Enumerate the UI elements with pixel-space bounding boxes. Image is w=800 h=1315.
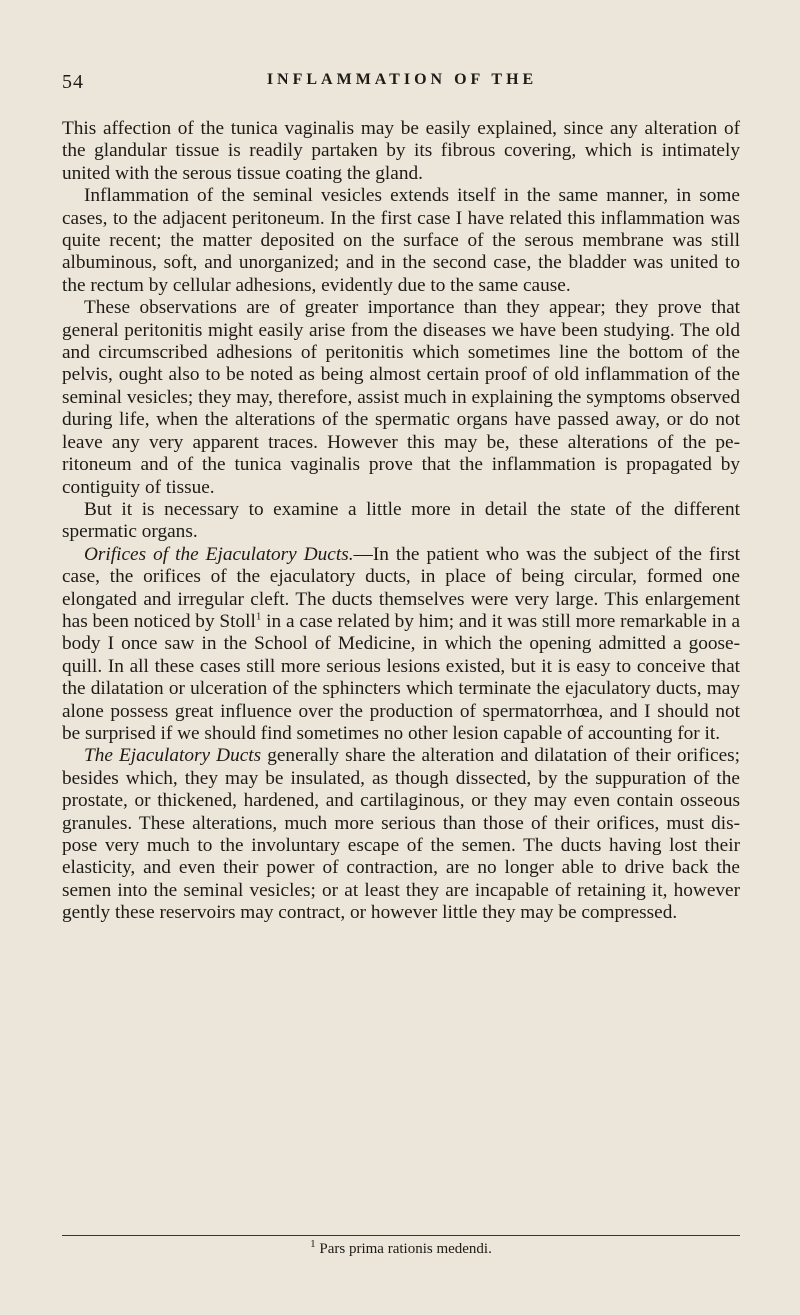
paragraph-ejaculatory-ducts	[62, 745, 740, 924]
paragraph-tunica-vaginalis: This affection of the tunica vaginalis may be easily explained, since any alteration of the glandular tissue is readily partaken by its fibrous covering, which is intimately united with the serous tissue coating the gland.	[62, 118, 740, 184]
section-heading-orifices: Orifices of the Ejaculatory Ducts.	[84, 543, 354, 565]
section-heading-ejaculatory-ducts: The Ejaculatory Ducts	[84, 745, 262, 767]
footnote-text: Pars prima rationis medendi.	[315, 1241, 492, 1257]
paragraph-seminal-vesicles: Inflammation of the seminal vesicles extends itself in the same manner, in some cases, to the adjacent peritoneum. In the first case I have related this inflammation was quite recent; the matter deposited on the surface of the serous membrane was still albuminous, soft, and unorganized; and in the second case, the bladder was united to the rectum by cellular adhesions, evidently due to the same cause.	[62, 185, 740, 296]
footnote	[62, 1240, 740, 1258]
running-head-title: INFLAMMATION OF THE	[266, 71, 538, 88]
footnote-divider	[62, 1235, 740, 1236]
paragraph-ejaculatory-ducts-text: generally share the alteration and dilatation of their orifices; besides which, they may be insulated, as though dissected, by the suppuration of the prostate, or thickened, hardened, and cartilaginous, or they may even contain osseous granules. These alterations, much more serious than those of their orifices, must dispose very much to the involuntary escape of the semen. The ducts having lost their elasticity, and even their power of contraction, are no longer able to drive back the semen into the seminal vesicles; or at least they are incapable of retaining it, however gently these reservoirs may contract, or however little they may be compressed.	[62, 745, 741, 924]
footnote-marker: 1	[310, 1238, 316, 1250]
body-text	[62, 118, 740, 925]
paragraph-observations: These observations are of greater importance than they appear; they prove that general peritonitis might easily arise from the diseases we have been studying. The old and circumscribed adhesions of peritonitis which sometimes line the bottom of the pelvis, ought also to be noted as being almost certain proof of old inflammation of the seminal vesicles; they may, therefore, assist much in explaining the symptoms observed during life, when the alterations of the spermatic organs have passed away, or do not leave any very apparent traces. However this may be, these alterations of the peritoneum and of the tunica vaginalis prove that the inflammation is propagated by contiguity of tissue.	[62, 297, 740, 498]
paragraph-spermatic-organs: But it is necessary to examine a little more in detail the state of the different spermatic organs.	[62, 498, 740, 543]
page-number: 54	[62, 71, 84, 93]
paragraph-orifices	[62, 544, 740, 746]
footnote-reference: 1	[255, 610, 262, 623]
paragraph-orifices-text-a: —In the patient who was the subject of the first case, the orifices of the ejaculatory ducts, in place of being circular, formed one elongated and irregular cleft. The ducts themselves were very large. This enlargement has been noticed by Stoll	[62, 543, 740, 632]
paragraph-orifices-text-b: in a case related by him; and it was still more remarkable in a body I once saw in the School of Medicine, in which the opening admitted a goose-quill. In all these cases still more serious lesions existed, but it is easy to conceive that the dilatation or ulceration of the sphincters which terminate the ejaculatory ducts, may alone possess great influence over the production of spermatorrhœa, and I should not be surprised if we should find sometimes no other lesion capable of accounting for it.	[62, 610, 741, 744]
running-head	[62, 71, 742, 95]
